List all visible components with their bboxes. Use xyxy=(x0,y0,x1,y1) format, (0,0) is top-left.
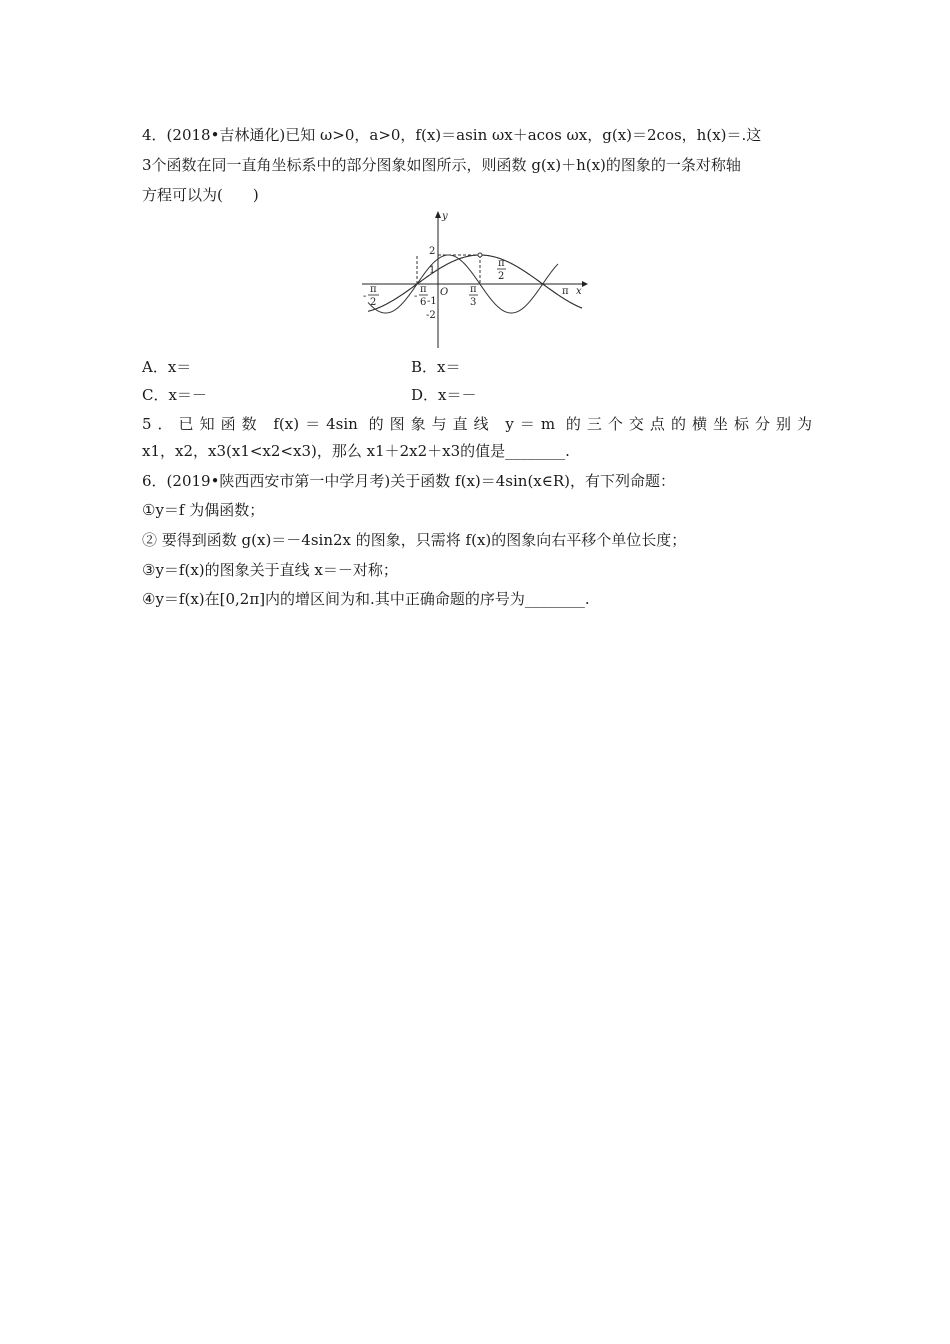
tick-neg-pi-half-den: 2 xyxy=(370,297,377,308)
q6-item-1: ①y＝f 为偶函数； xyxy=(142,501,265,519)
q4-line-2: 3个函数在同一直角坐标系中的部分图象如图所示，则函数 g(x)＋h(x)的图象的一条对称轴 xyxy=(142,156,741,174)
q6-line-1: 6．(2019•陕西西安市第一中学月考)关于函数 f(x)＝4sin(x∈R)，有下列命题： xyxy=(142,472,676,490)
tick-1: 1 xyxy=(429,265,436,276)
q5-line-1: 5．已知函数 f(x)＝4sin 的图象与直线 y＝m 的三个交点的横坐标分别为 xyxy=(142,415,812,433)
x-axis-arrow-icon xyxy=(582,281,588,287)
tick-2: 2 xyxy=(429,246,436,257)
q4-line-3: 方程可以为( ) xyxy=(142,186,259,204)
q4-option-b: B．x＝ xyxy=(411,358,461,376)
q4-option-a: A．x＝ xyxy=(142,358,192,376)
tick-pi-half-den: 2 xyxy=(498,271,505,282)
function-graph-figure xyxy=(360,208,590,350)
q6-item-3: ③y＝f(x)的图象关于直线 x＝－对称； xyxy=(142,561,398,579)
tick-neg1: -1 xyxy=(427,296,437,307)
q5-line-2: x1，x2，x3(x1<x2<x3)，那么 x1＋2x2＋x3的值是________. xyxy=(142,442,570,460)
q6-item-2: ② 要得到函数 g(x)＝－4sin2x 的图象，只需将 f(x)的图象向右平移个单位长度； xyxy=(142,531,687,549)
tick-neg-pi-sixth-den: 6 xyxy=(420,297,427,308)
tick-neg-pi-half-num: π xyxy=(370,284,377,295)
q4-option-c: C．x＝－ xyxy=(142,386,207,404)
tick-neg-pi-half-minus: - xyxy=(363,291,367,302)
origin-label: O xyxy=(440,287,449,298)
tick-neg2: -2 xyxy=(426,310,436,321)
y-axis-arrow-icon xyxy=(435,211,441,218)
y-axis-label: y xyxy=(442,211,448,222)
q6-item-4: ④y＝f(x)在[0,2π]内的增区间为和.其中正确命题的序号为________. xyxy=(142,590,590,608)
tick-pi-half-num: π xyxy=(498,258,505,269)
x-axis-label: x xyxy=(576,286,582,297)
tick-pi: π xyxy=(562,286,569,297)
tick-pi-third-num: π xyxy=(470,284,477,295)
tick-neg-pi-sixth-minus: - xyxy=(414,291,418,302)
q4-option-d: D．x＝－ xyxy=(411,386,477,404)
open-point-marker xyxy=(478,253,482,257)
tick-pi-third-den: 3 xyxy=(470,297,477,308)
tick-neg-pi-sixth-num: π xyxy=(420,284,427,295)
q4-line-1: 4．(2018•吉林通化)已知 ω>0，a>0，f(x)＝asin ωx＋acos ωx，g(x)＝2cos，h(x)＝.这 xyxy=(142,126,762,144)
